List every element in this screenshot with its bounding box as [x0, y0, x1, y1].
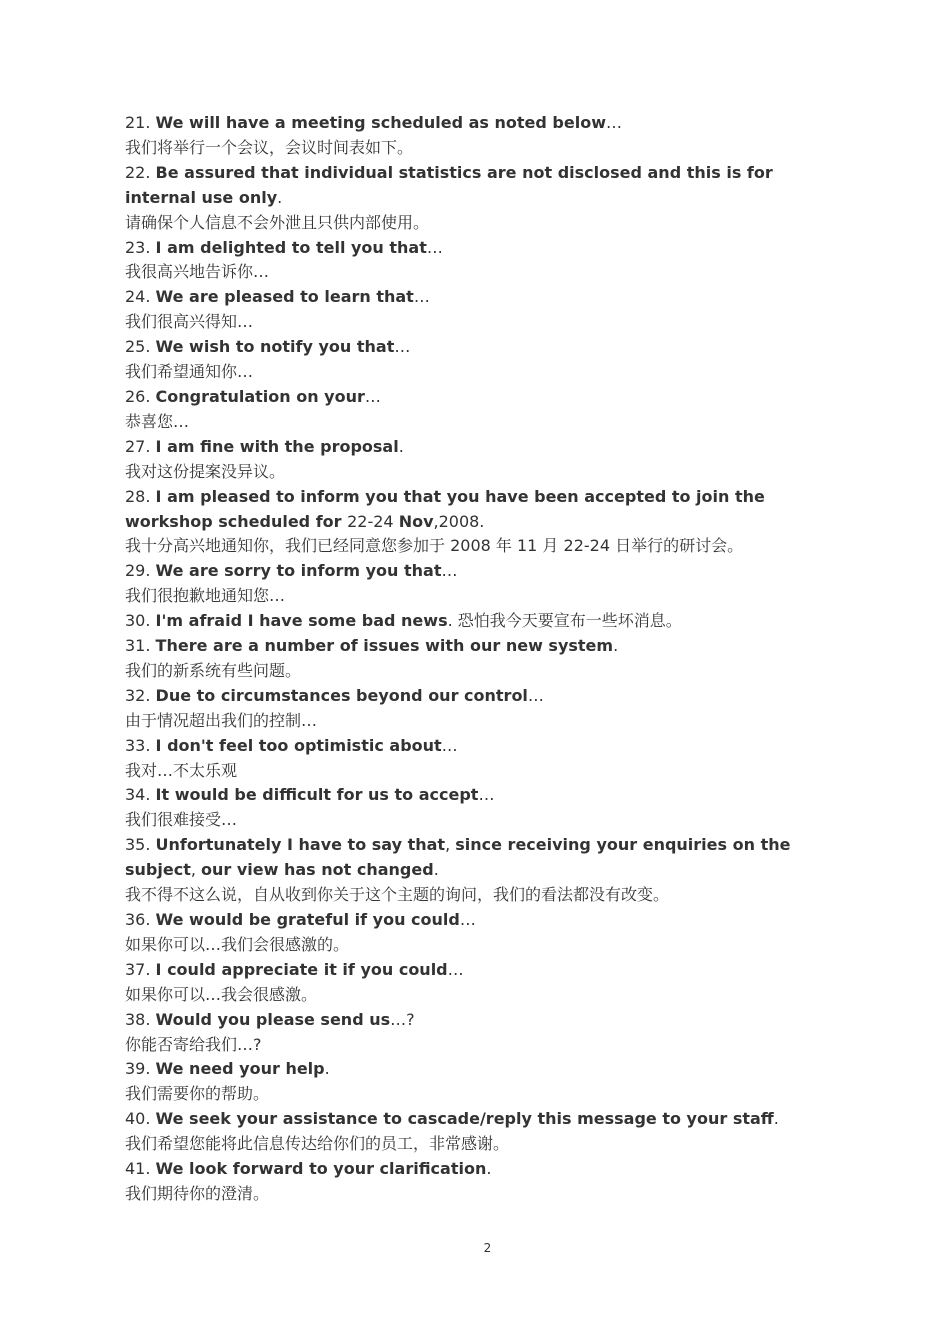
phrase-text: 22-24 — [347, 511, 399, 531]
phrase-chinese: 我十分高兴地通知你，我们已经同意您参加于 2008 年 11 月 22-24 日举行的研讨会。 — [125, 536, 744, 556]
phrase-number: 28. — [125, 486, 151, 506]
phrase-number: 23. — [125, 237, 151, 257]
page-number: 2 — [483, 1241, 492, 1255]
phrase-bold-text: We seek your assistance to cascade/reply this message to your staff — [155, 1109, 774, 1129]
phrase-number: 26. — [125, 386, 151, 406]
phrase-text: . — [773, 1109, 779, 1129]
phrase-english — [125, 634, 825, 659]
phrase-text: . 恐怕我今天要宣布一些坏消息。 — [447, 611, 682, 631]
phrase-text: . — [324, 1059, 330, 1079]
phrase-bold-text: Congratulation on your — [155, 386, 365, 406]
phrase-bold-text: We look forward to your clarification — [155, 1159, 487, 1179]
phrase-english — [125, 1107, 825, 1132]
phrase-text: . — [486, 1159, 492, 1179]
phrase-number: 41. — [125, 1159, 151, 1179]
phrase-chinese: 我们希望您能将此信息传达给你们的员工，非常感谢。 — [125, 1134, 510, 1154]
phrase-text: . — [433, 860, 439, 880]
phrase-chinese: 我们很抱歉地通知您… — [125, 586, 286, 606]
phrase-bold-text: I don't feel too optimistic about — [155, 735, 442, 755]
phrase-english — [125, 734, 825, 759]
phrase-text: …? — [390, 1009, 415, 1029]
phrase-text: ,2008. — [433, 511, 485, 531]
phrase-number: 21. — [125, 113, 151, 132]
phrase-text: . — [613, 636, 619, 656]
phrase-english — [125, 559, 825, 584]
phrase-text: … — [364, 386, 381, 406]
phrase-english — [125, 285, 825, 310]
phrase-number: 29. — [125, 561, 151, 581]
phrase-text: … — [441, 561, 458, 581]
phrase-bold-text: our view has not changed — [201, 860, 434, 880]
phrase-english — [125, 783, 825, 808]
phrase-english — [125, 385, 825, 410]
phrase-bold-text: Nov — [398, 511, 434, 531]
phrase-chinese: 我们的新系统有些问题。 — [125, 660, 302, 680]
phrase-chinese: 如果你可以…我会很感激。 — [125, 984, 318, 1004]
phrase-text: … — [426, 237, 443, 257]
document-body — [125, 111, 825, 1207]
phrase-number: 37. — [125, 959, 151, 979]
phrase-number: 33. — [125, 735, 151, 755]
phrase-number: 31. — [125, 636, 151, 656]
phrase-bold-text: We will have a meeting scheduled as noted below — [155, 113, 606, 132]
phrase-chinese: 请确保个人信息不会外泄且只供内部使用。 — [125, 212, 430, 232]
phrase-bold-text: It would be difficult for us to accept — [155, 785, 479, 805]
phrase-english — [125, 1057, 825, 1082]
phrase-number: 36. — [125, 910, 151, 929]
phrase-chinese: 我不得不这么说，自从收到你关于这个主题的询问，我们的看法都没有改变。 — [125, 885, 670, 905]
phrase-text: … — [447, 959, 464, 979]
phrase-english — [125, 684, 825, 709]
phrase-chinese: 我们希望通知你… — [125, 362, 254, 382]
phrase-chinese: 我们期待你的澄清。 — [125, 1183, 270, 1203]
phrase-bold-text: I'm afraid I have some bad news — [155, 611, 448, 631]
phrase-text: , — [190, 860, 202, 880]
phrase-bold-text: since receiving your enquiries on the subject — [125, 835, 791, 880]
phrase-chinese: 我对…不太乐观 — [125, 760, 238, 780]
phrase-text: … — [441, 735, 458, 755]
phrase-bold-text: There are a number of issues with our new system — [155, 636, 614, 656]
phrase-bold-text: We need your help — [155, 1059, 325, 1079]
phrase-english — [125, 1008, 825, 1033]
phrase-english — [125, 609, 825, 634]
phrase-english — [125, 485, 825, 535]
phrase-bold-text: Due to circumstances beyond our control — [155, 685, 528, 705]
phrase-english — [125, 111, 825, 136]
phrase-english — [125, 1157, 825, 1182]
phrase-number: 25. — [125, 337, 151, 357]
phrase-bold-text: Would you please send us — [155, 1009, 391, 1029]
phrase-text: … — [413, 287, 430, 307]
phrase-number: 24. — [125, 287, 151, 307]
phrase-number: 38. — [125, 1009, 151, 1029]
phrase-number: 35. — [125, 835, 151, 855]
phrase-chinese: 我很高兴地告诉你… — [125, 262, 270, 282]
phrase-text: , — [445, 835, 456, 855]
phrase-text: . — [398, 436, 404, 456]
phrase-number: 32. — [125, 685, 151, 705]
phrase-chinese: 你能否寄给我们…? — [125, 1034, 262, 1054]
phrase-chinese: 如果你可以…我们会很感激的。 — [125, 934, 350, 954]
phrase-bold-text: I am fine with the proposal — [155, 436, 399, 456]
phrase-text: … — [527, 685, 544, 705]
phrase-bold-text: I am delighted to tell you that — [155, 237, 427, 257]
phrase-chinese: 由于情况超出我们的控制… — [125, 710, 318, 730]
phrase-chinese: 我对这份提案没异议。 — [125, 461, 286, 481]
phrase-bold-text: I am pleased to inform you that you have been accepted to join the workshop scheduled for — [125, 486, 765, 531]
phrase-text: … — [459, 910, 476, 929]
phrase-bold-text: We would be grateful if you could — [155, 910, 460, 929]
phrase-bold-text: We are sorry to inform you that — [155, 561, 442, 581]
phrase-english — [125, 833, 825, 883]
phrase-chinese: 我们将举行一个会议，会议时间表如下。 — [125, 137, 414, 157]
phrase-text: … — [606, 113, 622, 132]
phrase-number: 34. — [125, 785, 151, 805]
phrase-bold-text: Be assured that individual statistics are not disclosed and this is for internal use only — [125, 162, 773, 207]
phrase-chinese: 我们很高兴得知… — [125, 312, 254, 332]
phrase-chinese: 我们很难接受… — [125, 810, 238, 830]
phrase-bold-text: We are pleased to learn that — [155, 287, 414, 307]
phrase-number: 39. — [125, 1059, 151, 1079]
phrase-bold-text: I could appreciate it if you could — [155, 959, 448, 979]
phrase-number: 30. — [125, 611, 151, 631]
phrase-bold-text: We wish to notify you that — [155, 337, 395, 357]
phrase-text: … — [478, 785, 495, 805]
phrase-english — [125, 335, 825, 360]
phrase-chinese: 恭喜您… — [125, 411, 190, 431]
phrase-english — [125, 236, 825, 261]
phrase-english — [125, 435, 825, 460]
phrase-number: 40. — [125, 1109, 151, 1129]
phrase-text: . — [277, 187, 283, 207]
phrase-english — [125, 958, 825, 983]
phrase-number: 27. — [125, 436, 151, 456]
phrase-number: 22. — [125, 162, 151, 182]
phrase-english — [125, 161, 825, 211]
phrase-chinese: 我们需要你的帮助。 — [125, 1084, 270, 1104]
phrase-bold-text: Unfortunately I have to say that — [155, 835, 446, 855]
phrase-text: … — [394, 337, 411, 357]
phrase-english — [125, 908, 825, 933]
